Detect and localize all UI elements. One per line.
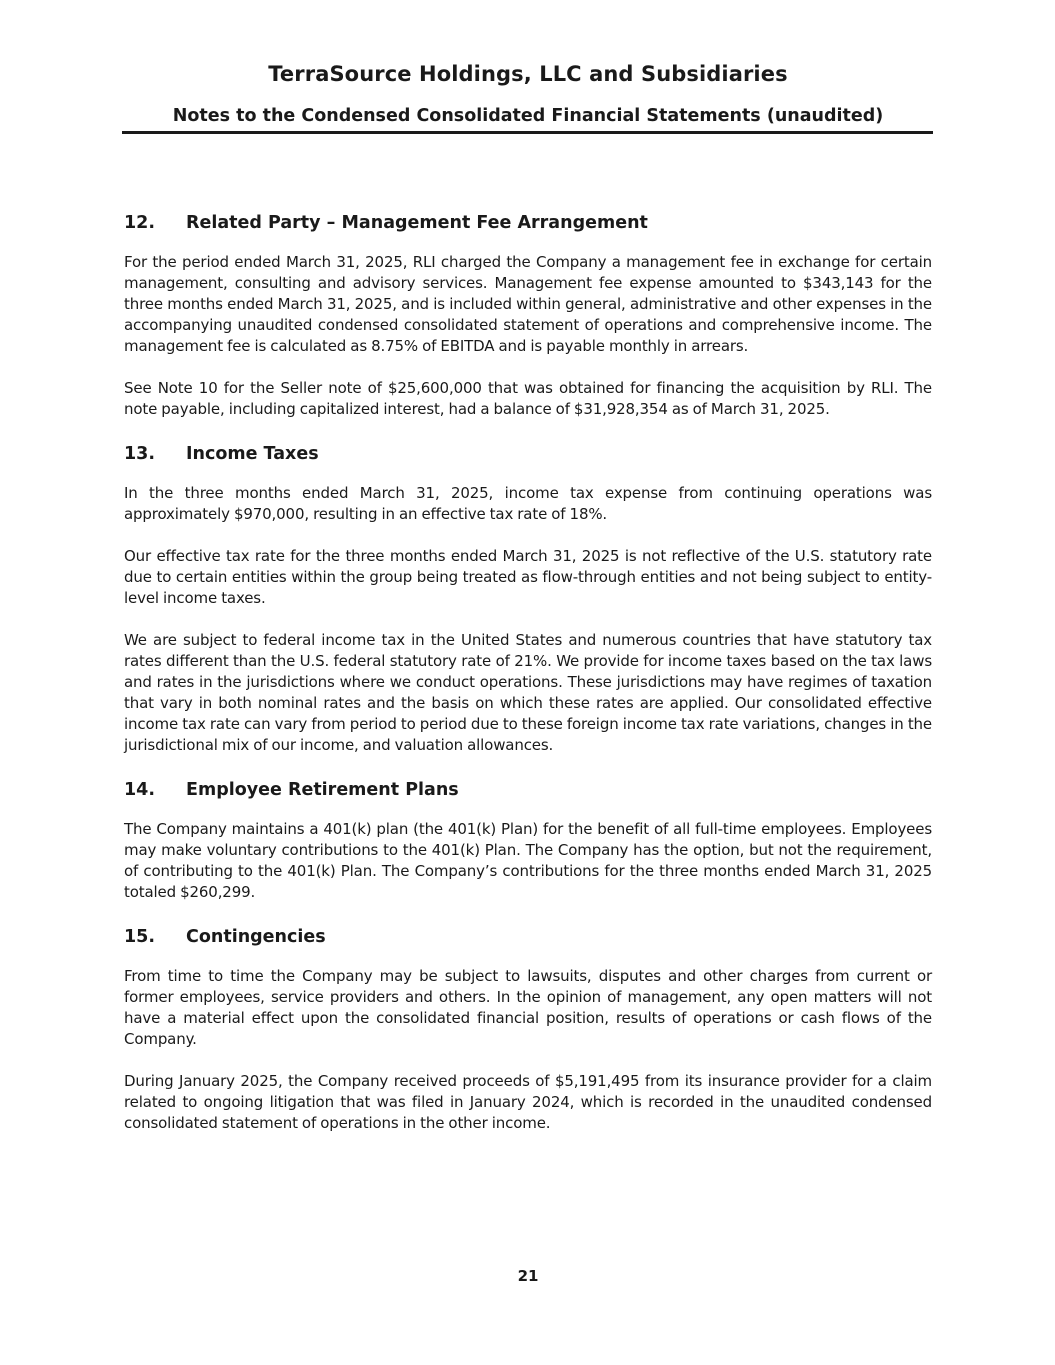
section-title: Employee Retirement Plans [186,780,459,800]
section-12-paragraph-2: See Note 10 for the Seller note of $25,600,000 that was obtained for financing the acquisition by RLI. The note payable, including capitalized interest, had a balance of $31,928,354 as of March 31, 2025. [124,379,932,418]
section-15-heading [124,924,932,950]
section-12-heading [124,210,932,236]
section-15-paragraph-1: From time to time the Company may be subject to lawsuits, disputes and other charges from current or former employees, service providers and others. In the opinion of management, any open matters will not have a material effect upon the consolidated financial position, results of operations or cash flows of the Company. [124,967,932,1048]
section-13-paragraph-3: We are subject to federal income tax in the United States and numerous countries that have statutory tax rates different than the U.S. federal statutory rate of 21%. We provide for income taxes based on the tax laws and rates in the jurisdictions where we conduct operations. These jurisdictions may have regimes of taxation that vary in both nominal rates and the basis on which these rates are applied. Our consolidated effective income tax rate can vary from period to period due to these foreign income tax rate variations, changes in the jurisdictional mix of our income, and valuation allowances. [124,631,932,754]
section-number: 15. [124,927,156,947]
section-13-paragraph-1: In the three months ended March 31, 2025, income tax expense from continuing operations was approximately $970,000, resulting in an effective tax rate of 18%. [124,484,932,523]
section-number: 14. [124,780,156,800]
section-number: 12. [124,213,156,233]
section-13-paragraph-2: Our effective tax rate for the three months ended March 31, 2025 is not reflective of the U.S. statutory rate due to certain entities within the group being treated as flow-through entities and not being subject to entity-level income taxes. [124,547,932,607]
section-number: 13. [124,444,156,464]
header-divider [122,131,933,134]
notes-content [124,210,932,1155]
section-title: Contingencies [186,927,326,947]
section-12-paragraph-1: For the period ended March 31, 2025, RLI charged the Company a management fee in exchange for certain management, consulting and advisory services. Management fee expense amounted to $343,143 for the three months ended March 31, 2025, and is included within general, administrative and other expenses in the accompanying unaudited condensed consolidated statement of operations and comprehensive income. The management fee is calculated as 8.75% of EBITDA and is payable monthly in arrears. [124,253,932,355]
section-title: Income Taxes [186,444,319,464]
section-14-paragraph-1: The Company maintains a 401(k) plan (the 401(k) Plan) for the benefit of all full-time employees. Employees may make voluntary contributions to the 401(k) Plan. The Company has the option, but not the requirement, of contributing to the 401(k) Plan. The Company’s contributions for the three months ended March 31, 2025 totaled $260,299. [124,820,932,901]
company-title: TerraSource Holdings, LLC and Subsidiaries [268,62,788,86]
section-title: Related Party – Management Fee Arrangement [186,213,648,233]
section-14-heading [124,777,932,803]
page-number: 21 [517,1267,539,1285]
section-13-heading [124,441,932,467]
section-15-paragraph-2: During January 2025, the Company received proceeds of $5,191,495 from its insurance provider for a claim related to ongoing litigation that was filed in January 2024, which is recorded in the unaudited condensed consolidated statement of operations in the other income. [124,1072,932,1132]
statement-subtitle: Notes to the Condensed Consolidated Financial Statements (unaudited) [172,106,884,126]
